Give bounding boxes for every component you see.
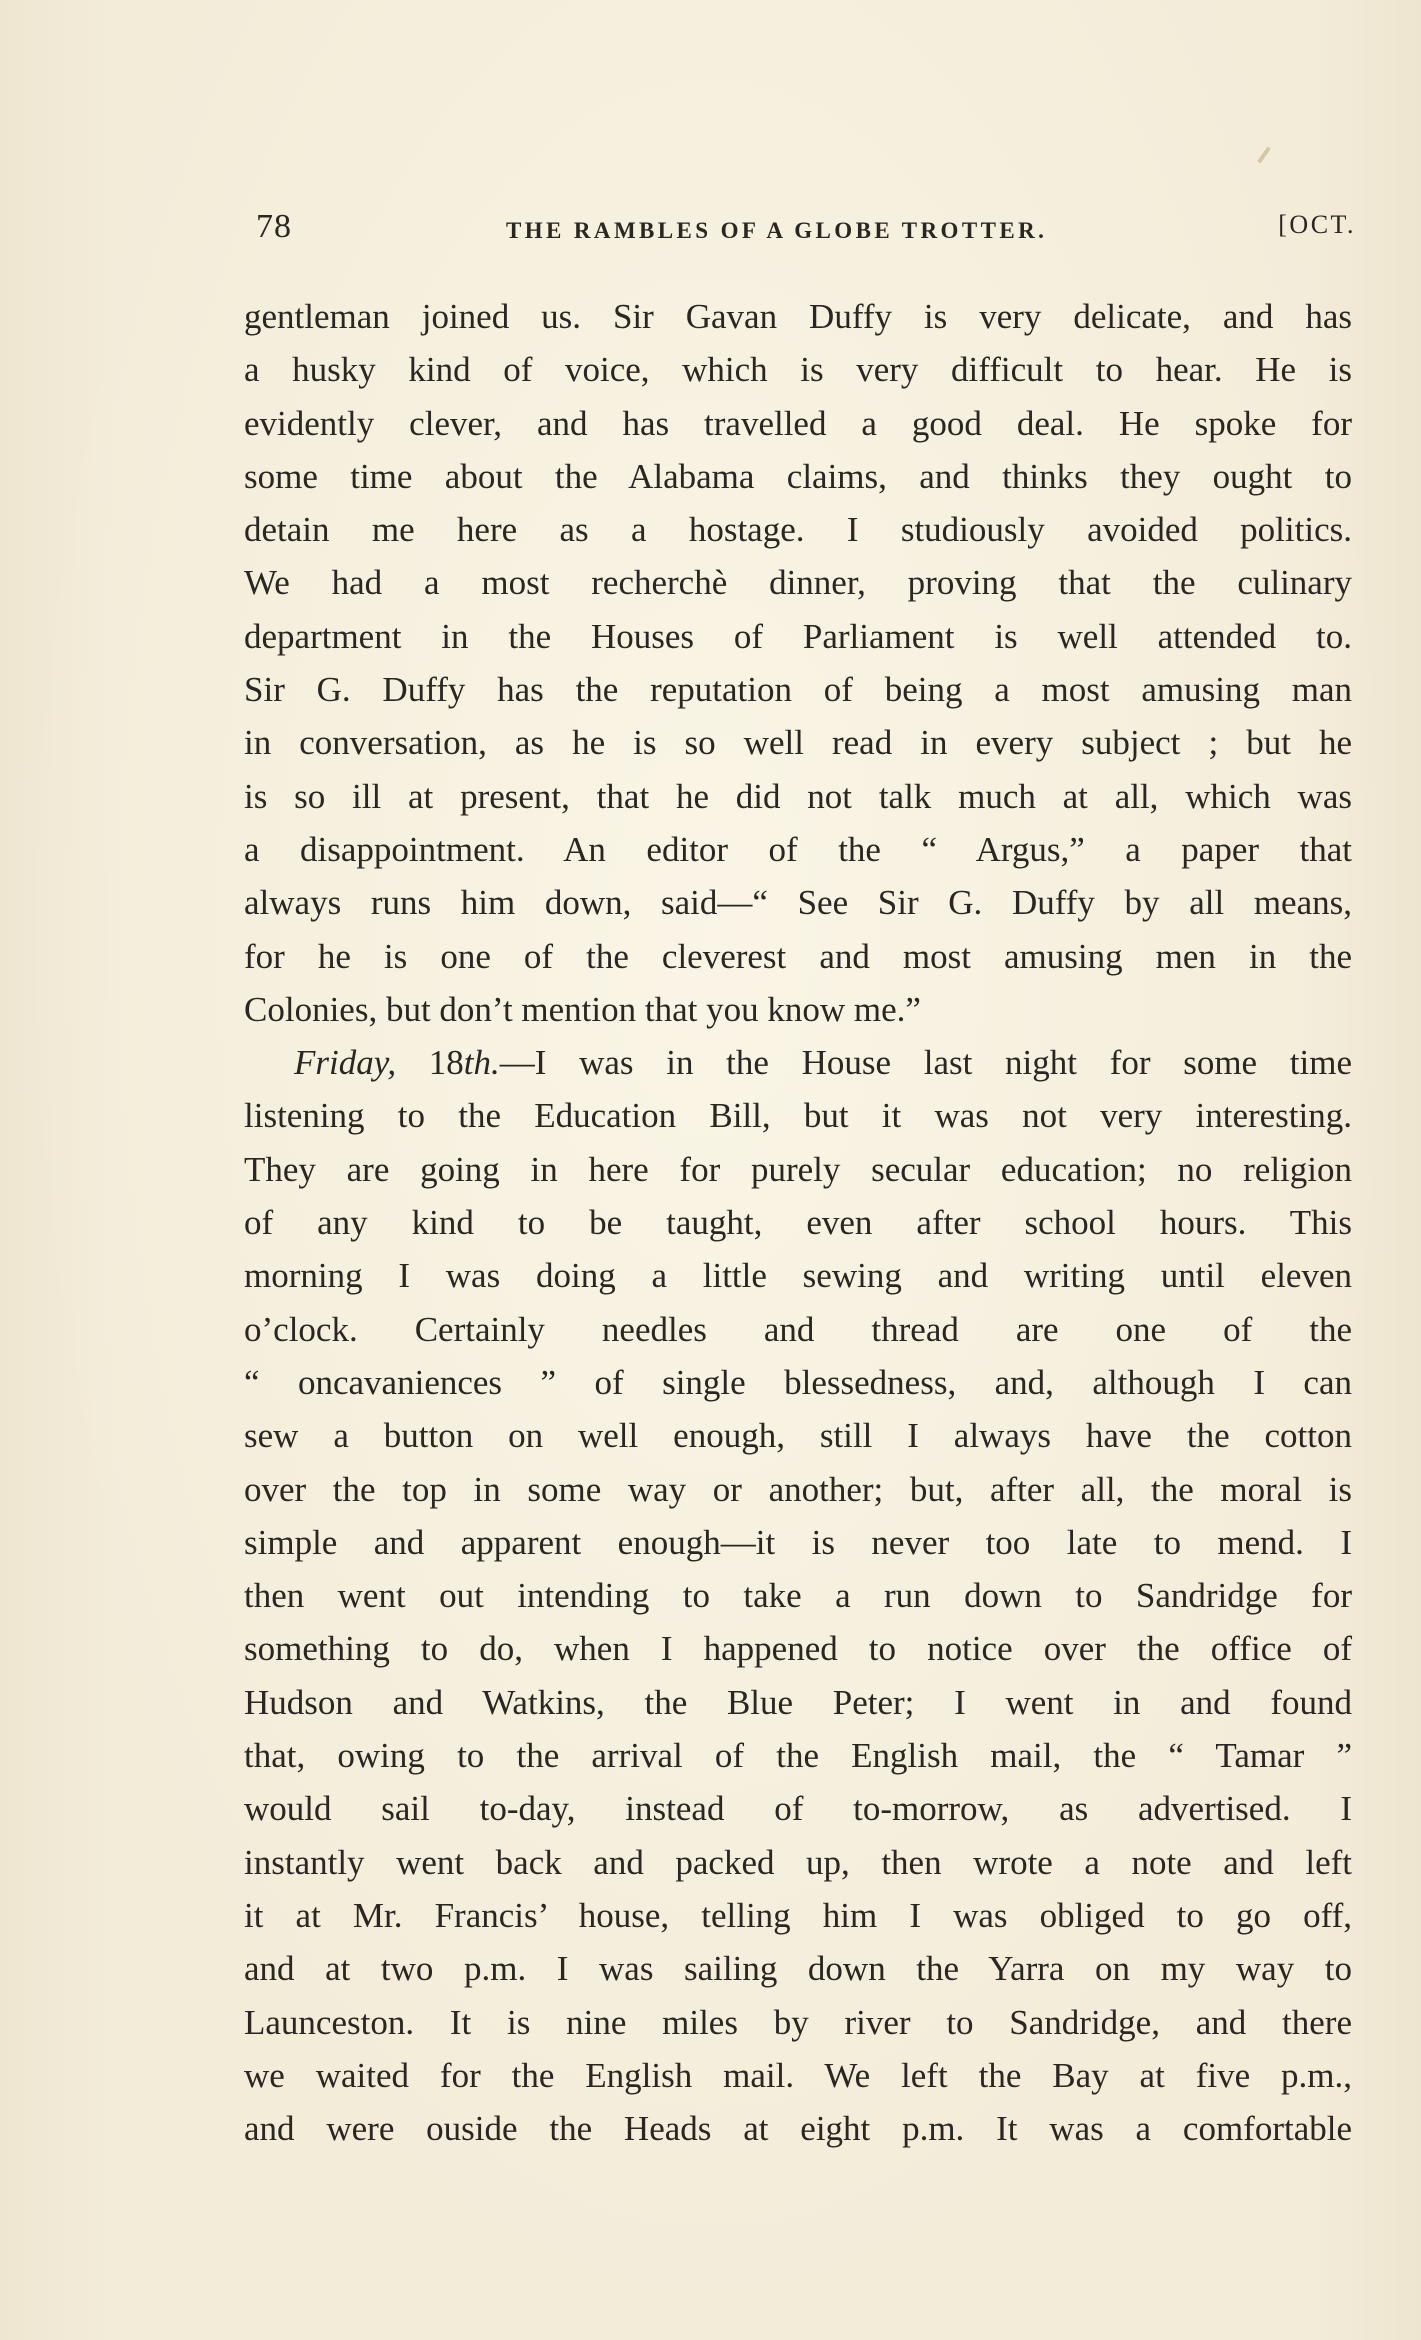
text-line: and at two p.m. I was sailing down the Yarra on my way to [244,1949,1352,1989]
text-line: always runs him down, said—“ See Sir G. Duffy by all means, [244,883,1352,923]
text-line: sew a button on well enough, still I always have the cotton [244,1416,1352,1456]
text-line: Hudson and Watkins, the Blue Peter; I went in and found [244,1682,1352,1722]
text-line: listening to the Education Bill, but it was not very interesting. [244,1096,1352,1136]
diary-date-label: Friday, [294,1043,397,1083]
text-line: over the top in some way or another; but, after all, the moral is [244,1469,1352,1509]
text-line: gentleman joined us. Sir Gavan Duffy is very delicate, and has [244,297,1352,336]
text-line: of any kind to be taught, even after school hours. This [244,1203,1352,1243]
text-line: something to do, when I happened to notice over the office of [244,1629,1352,1669]
diary-date-suffix: th. [463,1043,500,1083]
text-line: instantly went back and packed up, then wrote a note and left [244,1842,1352,1882]
text-line: Launceston. It is nine miles by river to Sandridge, and there [244,2002,1352,2042]
text-line: simple and apparent enough—it is never too late to mend. I [244,1522,1352,1562]
text-line: in conversation, as he is so well read in every subject ; but he [244,723,1352,763]
diary-date-number: 18 [428,1043,464,1083]
text-line: would sail to-day, instead of to-morrow, as advertised. I [244,1789,1352,1829]
text-line: for he is one of the cleverest and most amusing men in the [244,936,1352,976]
text-line: that, owing to the arrival of the English mail, the “ Tamar ” [244,1736,1352,1776]
ink-mark [1257,146,1271,163]
page-number: 78 [256,208,292,245]
text-line: We had a most recherchè dinner, proving that the culinary [244,563,1352,603]
text-line: and were ouside the Heads at eight p.m. It was a comfortable [244,2109,1352,2149]
text-line: then went out intending to take a run down to Sandridge for [244,1576,1352,1616]
text-line: we waited for the English mail. We left the Bay at five p.m., [244,2055,1352,2095]
text-line: a husky kind of voice, which is very difficult to hear. He is [244,350,1352,390]
text-line: it at Mr. Francis’ house, telling him I was obliged to go off, [244,1895,1352,1935]
text-line: Colonies, but don’t mention that you know me.” [244,989,921,1029]
text-line: detain me here as a hostage. I studiously avoided politics. [244,510,1352,550]
text-line: morning I was doing a little sewing and writing until eleven [244,1256,1352,1296]
text-line: o’clock. Certainly needles and thread are one of the [244,1309,1352,1349]
diary-entry-first-line [244,1036,1352,1089]
running-head [256,208,1356,258]
body-text [244,290,1352,2155]
running-month: [OCT. [1278,210,1356,239]
text-line: Sir G. Duffy has the reputation of being a most amusing man [244,670,1352,710]
text-line: a disappointment. An editor of the “ Argus,” a paper that [244,829,1352,869]
running-title: THE RAMBLES OF A GLOBE TROTTER. [506,218,1048,243]
text-line: is so ill at present, that he did not talk much at all, which was [244,776,1352,816]
text-line: some time about the Alabama claims, and thinks they ought to [244,456,1352,496]
text-line: evidently clever, and has travelled a good deal. He spoke for [244,403,1352,443]
diary-entry-text: —I was in the House last night for some time [499,1043,1353,1083]
text-line: department in the Houses of Parliament is well attended to. [244,616,1352,656]
text-line: They are going in here for purely secular education; no religion [244,1149,1352,1189]
text-line: “ oncavaniences ” of single blessedness, and, although I can [244,1362,1352,1402]
